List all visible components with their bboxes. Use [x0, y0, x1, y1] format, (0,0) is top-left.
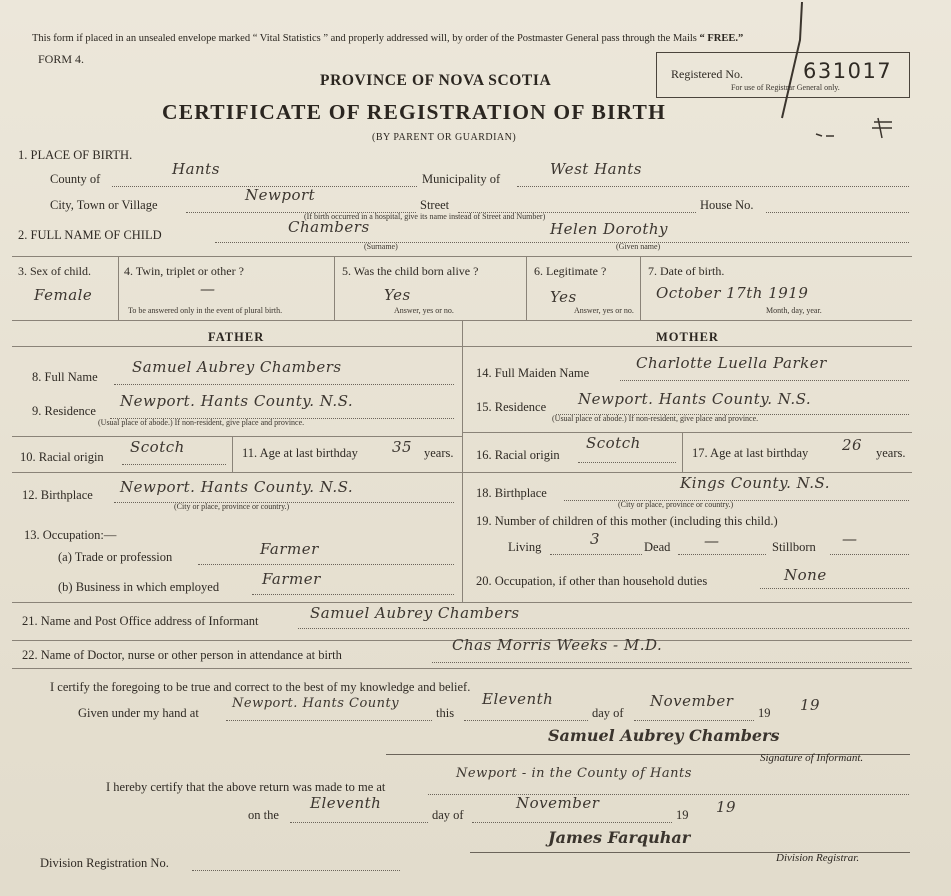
mother-residence-note: (Usual place of abode.) If non-resident, give place and province. [552, 414, 759, 423]
certify-month-value: November [650, 692, 734, 710]
father-racial-label: 10. Racial origin [20, 450, 104, 464]
child-name-line [215, 242, 909, 243]
divider-v2 [334, 256, 335, 320]
certify-year-prefix: 19 [758, 706, 771, 720]
father-business-label: (b) Business in which employed [58, 580, 220, 594]
father-residence-value: Newport. Hants County. N.S. [120, 392, 354, 410]
doctor-value: Chas Morris Weeks - M.D. [452, 636, 663, 654]
mother-living-value: 3 [590, 530, 601, 548]
father-business-value: Farmer [262, 570, 321, 588]
mother-stillborn-label: Stillborn [772, 540, 816, 554]
province-title: PROVINCE OF NOVA SCOTIA [320, 72, 552, 89]
mother-years: years. [876, 446, 906, 460]
child-name-label: 2. FULL NAME OF CHILD [18, 228, 162, 242]
registrar-month-value: November [516, 794, 600, 812]
father-name-label: 8. Full Name [32, 370, 98, 384]
certify-given-line [226, 720, 432, 721]
divider-v4 [640, 256, 641, 320]
certify-day-value: Eleventh [482, 690, 554, 708]
mother-age-value: 26 [842, 436, 863, 454]
doctor-label: 22. Name of Doctor, nurse or other person in attendance at birth [22, 648, 342, 662]
mother-occupation-line [760, 588, 909, 589]
divider-f1-v [232, 436, 233, 472]
hospital-note: (If birth occurred in a hospital, give its name instead of Street and Number) [304, 212, 546, 221]
date-value: October 17th 1919 [656, 284, 809, 302]
registrar-place-line [428, 794, 909, 795]
division-number-label: Division Registration No. [40, 856, 169, 870]
registrar-place-value: Newport - in the County of Hants [456, 766, 692, 781]
divider-m1-v [682, 432, 683, 472]
mother-name-line [620, 380, 909, 381]
notice-text: This form if placed in an unsealed envelope marked “ Vital Statistics ” and properly addressed will, by order of the Postmaster General pass through the Mails [32, 33, 697, 44]
divider-informant [12, 602, 912, 603]
legit-label: 6. Legitimate ? [534, 264, 607, 278]
mother-living-line [550, 554, 642, 555]
father-trade-label: (a) Trade or profession [58, 550, 173, 564]
mother-living-label: Living [508, 540, 542, 554]
divider-m1 [462, 432, 912, 433]
twin-value: — [200, 280, 216, 298]
child-surname-note: (Surname) [364, 242, 398, 251]
mother-dead-label: Dead [644, 540, 671, 554]
registered-label: Registered No. [671, 67, 743, 81]
registered-value: 631017 [803, 59, 893, 83]
division-number-line [192, 870, 400, 871]
alive-value: Yes [384, 286, 411, 304]
mother-dead-line [678, 554, 766, 555]
mother-children-label: 19. Number of children of this mother (including this child.) [476, 514, 778, 528]
city-value: Newport [245, 186, 316, 204]
father-occupation-label: 13. Occupation:— [24, 528, 117, 542]
certify-given-label: Given under my hand at [78, 706, 199, 720]
city-label: City, Town or Village [50, 198, 158, 212]
divider-parents-v [462, 320, 463, 602]
child-surname-value: Chambers [288, 218, 370, 236]
registrar-month-line [472, 822, 672, 823]
alive-note: Answer, yes or no. [394, 306, 454, 315]
father-residence-label: 9. Residence [32, 404, 96, 418]
twin-note: To be answered only in the event of plural birth. [128, 306, 283, 315]
mother-birthplace-label: 18. Birthplace [476, 486, 547, 500]
place-section-label: 1. PLACE OF BIRTH. [18, 148, 133, 162]
certify-day-line [464, 720, 588, 721]
father-age-label: 11. Age at last birthday [242, 446, 358, 460]
page-subtitle: (BY PARENT OR GUARDIAN) [372, 132, 517, 143]
divider-m2 [462, 472, 912, 473]
legit-note: Answer, yes or no. [574, 306, 634, 315]
mother-stillborn-line [830, 554, 909, 555]
father-birthplace-label: 12. Birthplace [22, 488, 93, 502]
registrar-day-value: Eleventh [310, 794, 382, 812]
alive-label: 5. Was the child born alive ? [342, 264, 479, 278]
divider-f1 [12, 436, 462, 437]
certify-month-line [634, 720, 754, 721]
registrar-signature: James Farquhar [548, 828, 691, 847]
mother-age-label: 17. Age at last birthday [692, 446, 809, 460]
municipality-line [517, 186, 909, 187]
registered-note: For use of Registrar General only. [731, 83, 840, 92]
postal-notice [32, 33, 743, 44]
father-racial-value: Scotch [130, 438, 185, 456]
father-trade-line [198, 564, 454, 565]
mother-residence-label: 15. Residence [476, 400, 547, 414]
registrar-year-prefix: 19 [676, 808, 689, 822]
doctor-line [432, 662, 909, 663]
municipality-value: West Hants [550, 160, 642, 178]
page-title: CERTIFICATE OF REGISTRATION OF BIRTH [162, 100, 667, 124]
county-value: Hants [172, 160, 220, 178]
registrar-day-line [290, 822, 428, 823]
sex-label: 3. Sex of child. [18, 264, 91, 278]
mother-birthplace-line [564, 500, 909, 501]
father-business-line [252, 594, 454, 595]
informant-value: Samuel Aubrey Chambers [310, 604, 520, 622]
informant-signature: Samuel Aubrey Chambers [548, 726, 780, 745]
mother-racial-label: 16. Racial origin [476, 448, 560, 462]
father-years: years. [424, 446, 454, 460]
mother-residence-value: Newport. Hants County. N.S. [578, 390, 812, 408]
divider-f2 [12, 472, 462, 473]
date-label: 7. Date of birth. [648, 264, 725, 278]
registrar-statement: I hereby certify that the above return was made to me at [106, 780, 386, 794]
father-name-value: Samuel Aubrey Chambers [132, 358, 342, 376]
mother-dead-value: — [704, 532, 720, 550]
twin-label: 4. Twin, triplet or other ? [124, 264, 244, 278]
ink-scribble-mark [812, 114, 902, 150]
father-age-value: 35 [392, 438, 413, 456]
house-line [766, 212, 909, 213]
form-number: FORM 4. [38, 52, 85, 66]
mother-occupation-label: 20. Occupation, if other than household duties [476, 574, 708, 588]
certify-day-label: day of [592, 706, 624, 720]
father-residence-note: (Usual place of abode.) If non-resident, give place and province. [98, 418, 305, 427]
child-given-note: (Given name) [616, 242, 661, 251]
municipality-label: Municipality of [422, 172, 501, 186]
registrar-year-suffix: 19 [716, 798, 737, 816]
mother-name-value: Charlotte Luella Parker [636, 354, 827, 372]
mother-birthplace-note: (City or place, province or country.) [618, 500, 734, 509]
notice-free: “ FREE.” [699, 33, 744, 44]
mother-heading: MOTHER [656, 330, 719, 344]
mother-occupation-value: None [784, 566, 827, 584]
father-birthplace-note: (City or place, province or country.) [174, 502, 290, 511]
certify-year-suffix: 19 [800, 696, 821, 714]
legit-value: Yes [550, 288, 577, 306]
mother-racial-value: Scotch [586, 434, 641, 452]
mother-stillborn-value: — [842, 530, 858, 548]
county-label: County of [50, 172, 101, 186]
divider-certify [12, 668, 912, 669]
date-note: Month, day, year. [766, 306, 822, 315]
informant-line [298, 628, 909, 629]
child-given-value: Helen Dorothy [550, 220, 668, 238]
divider-top [12, 256, 912, 257]
father-trade-value: Farmer [260, 540, 319, 558]
house-label: House No. [700, 198, 754, 212]
informant-label: 21. Name and Post Office address of Informant [22, 614, 259, 628]
registrar-signature-label: Division Registrar. [776, 852, 860, 864]
father-heading: FATHER [208, 330, 265, 344]
mother-name-label: 14. Full Maiden Name [476, 366, 590, 380]
father-birthplace-value: Newport. Hants County. N.S. [120, 478, 354, 496]
divider-v1 [118, 256, 119, 320]
pen-stroke-mark [760, 0, 820, 130]
certify-this-label: this [436, 706, 455, 720]
certify-statement: I certify the foregoing to be true and correct to the best of my knowledge and belief. [50, 680, 471, 694]
registrar-on-label: on the [248, 808, 279, 822]
mother-birthplace-value: Kings County. N.S. [680, 474, 831, 492]
signature-label: Signature of Informant. [760, 752, 864, 764]
mother-racial-line [578, 462, 676, 463]
street-label: Street [420, 198, 450, 212]
father-name-line [114, 384, 454, 385]
father-racial-line [122, 464, 226, 465]
sex-value: Female [34, 286, 93, 304]
divider-v3 [526, 256, 527, 320]
registrar-day-label: day of [432, 808, 464, 822]
certify-given-place: Newport. Hants County [232, 696, 400, 711]
